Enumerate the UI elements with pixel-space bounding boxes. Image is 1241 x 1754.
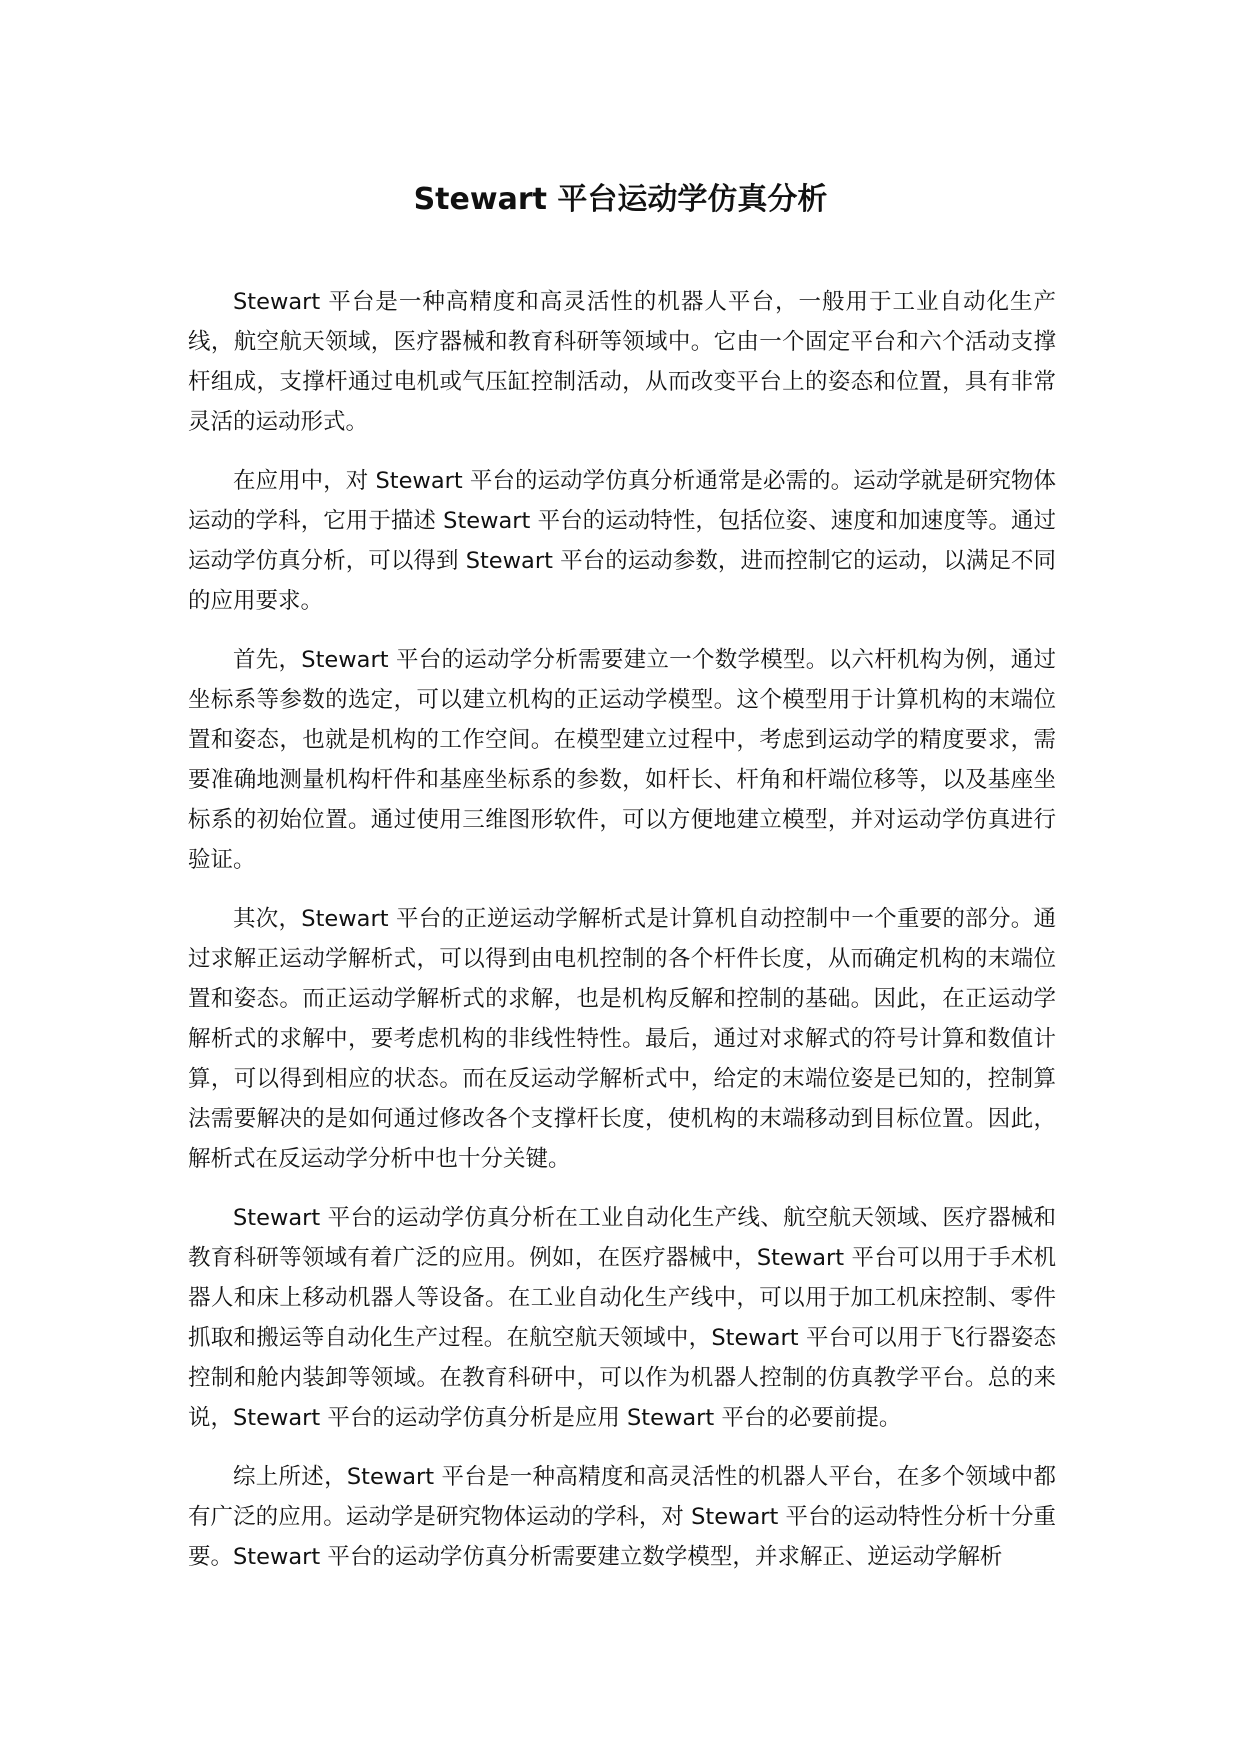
paragraph-3: 首先，Stewart 平台的运动学分析需要建立一个数学模型。以六杆机构为例，通过坐标系等参数的选定，可以建立机构的正运动学模型。这个模型用于计算机构的末端位置和姿态，也就是机构的工作空间。在模型建立过程中，考虑到运动学的精度要求，需要准确地测量机构杆件和基座坐标系的参数，如杆长、杆角和杆端位移等，以及基座坐标系的初始位置。通过使用三维图形软件，可以方便地建立模型，并对运动学仿真进行验证。: [188, 647, 1056, 873]
document-body: [188, 282, 1056, 1596]
paragraph-2: 在应用中，对 Stewart 平台的运动学仿真分析通常是必需的。运动学就是研究物体运动的学科，它用于描述 Stewart 平台的运动特性，包括位姿、速度和加速度等。通过运动学仿真分析，可以得到 Stewart 平台的运动参数，进而控制它的运动，以满足不同的应用要求。: [188, 468, 1056, 614]
paragraph-6: 综上所述，Stewart 平台是一种高精度和高灵活性的机器人平台，在多个领域中都有广泛的应用。运动学是研究物体运动的学科，对 Stewart 平台的运动特性分析十分重要。Stewart 平台的运动学仿真分析需要建立数学模型，并求解正、逆运动学解析: [188, 1464, 1056, 1570]
paragraph-4: 其次，Stewart 平台的正逆运动学解析式是计算机自动控制中一个重要的部分。通过求解正运动学解析式，可以得到由电机控制的各个杆件长度，从而确定机构的末端位置和姿态。而正运动学解析式的求解，也是机构反解和控制的基础。因此，在正运动学解析式的求解中，要考虑机构的非线性特性。最后，通过对求解式的符号计算和数值计算，可以得到相应的状态。而在反运动学解析式中，给定的末端位姿是已知的，控制算法需要解决的是如何通过修改各个支撑杆长度，使机构的末端移动到目标位置。因此，解析式在反运动学分析中也十分关键。: [188, 906, 1056, 1172]
paragraph-5: Stewart 平台的运动学仿真分析在工业自动化生产线、航空航天领域、医疗器械和教育科研等领域有着广泛的应用。例如，在医疗器械中，Stewart 平台可以用于手术机器人和床上移动机器人等设备。在工业自动化生产线中，可以用于加工机床控制、零件抓取和搬运等自动化生产过程。在航空航天领域中，Stewart 平台可以用于飞行器姿态控制和舱内装卸等领域。在教育科研中，可以作为机器人控制的仿真教学平台。总的来说，Stewart 平台的运动学仿真分析是应用 Stewart 平台的必要前提。: [188, 1205, 1056, 1431]
paragraph-1: Stewart 平台是一种高精度和高灵活性的机器人平台，一般用于工业自动化生产线，航空航天领域，医疗器械和教育科研等领域中。它由一个固定平台和六个活动支撑杆组成，支撑杆通过电机或气压缸控制活动，从而改变平台上的姿态和位置，具有非常灵活的运动形式。: [188, 289, 1056, 435]
document-title: Stewart 平台运动学仿真分析: [413, 182, 828, 217]
